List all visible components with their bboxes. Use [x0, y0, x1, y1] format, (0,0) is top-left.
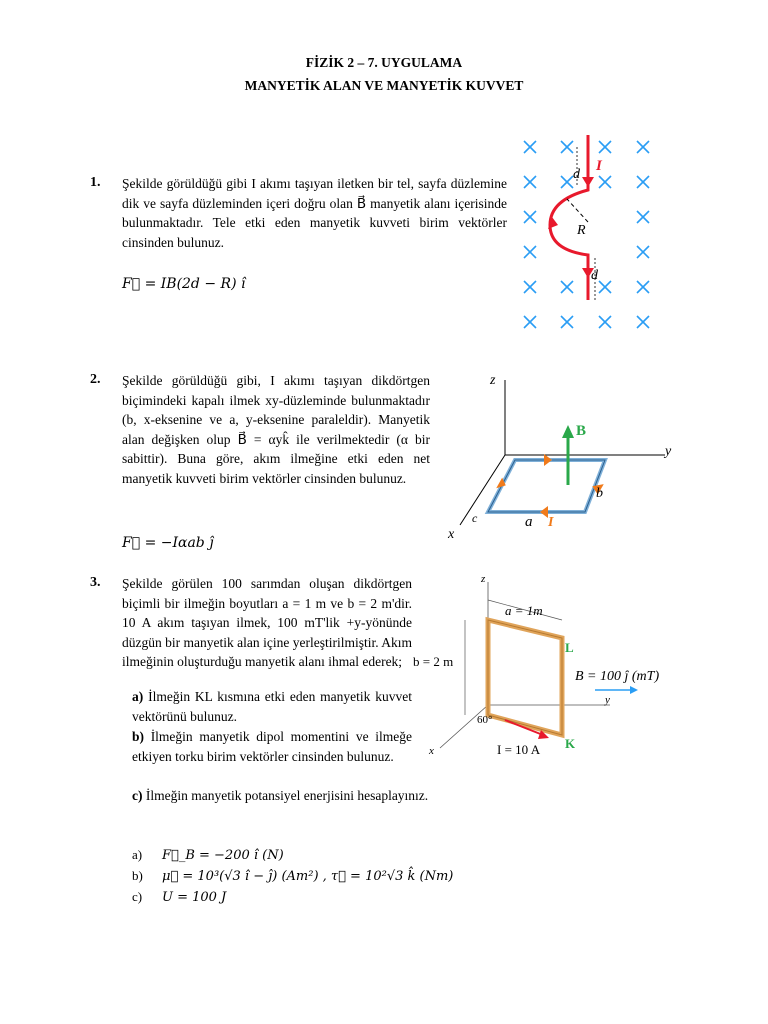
fig3-K-label: K	[565, 736, 576, 751]
problem-3-answers	[132, 845, 453, 908]
fig1-current-label: I	[596, 158, 602, 174]
problem-3-figure	[413, 570, 695, 765]
fig3-y-label: y	[605, 694, 610, 706]
part-b-label: b)	[132, 729, 145, 744]
fig2-a-label: a	[525, 514, 533, 530]
fig2-x-label: x	[448, 527, 455, 542]
problem-3-part-b	[132, 727, 412, 766]
problem-1-number: 1.	[90, 175, 101, 190]
fig2-current-label: I	[548, 515, 554, 530]
fig1-d-bottom-label: d	[591, 268, 598, 283]
problem-2-text: Şekilde görüldüğü gibi, I akımı taşıyan dikdörtgen biçimindeki kapalı ilmek xy-düzleminde bulunmaktadır (b, x-eksenine ve a, y-eksenine paraleldir). Manyetik alan değişken olup B⃗ = αyk̂ ile verilmektedir (α bir sabittir). Buna göre, akım ilmeğine etki eden net manyetik kuvveti birim vektörler cinsinden bulunuz.	[122, 373, 430, 486]
fig3-current-label: I = 10 A	[497, 742, 541, 757]
fig3-b-label: b = 2 m	[413, 654, 454, 669]
fig3-angle-label: 60°	[477, 714, 493, 726]
answer-c: c) U = 100 J	[132, 889, 227, 905]
wire	[550, 135, 588, 300]
problem-3-part-a	[132, 687, 412, 726]
fig2-z-label: z	[490, 373, 496, 388]
fig2-y-label: y	[665, 444, 672, 459]
problem-2-number: 2.	[90, 372, 101, 387]
problem-1-figure	[515, 135, 675, 335]
problem-3-text: Şekilde görülen 100 sarımdan oluşan dikdörtgen biçimli bir ilmeğin boyutları a = 1 m ve b = 2 m'dir. 10 A akım taşıyan ilmek, 100 mT'lik +y-yönünde düzgün bir manyetik alan içine yerleştirilmiştir. Akım ilmeğinin oluşturduğu manyetik alanı ihmal ederek;	[122, 576, 412, 669]
part-c-label: c)	[132, 788, 143, 803]
page-subtitle: MANYETİK ALAN VE MANYETİK KUVVET	[244, 78, 524, 93]
fig2-field-label: B⃗	[576, 423, 598, 439]
fig1-d-top-label: d	[573, 167, 580, 182]
fig1-radius-label: R	[577, 223, 586, 238]
fig2-c-label: c	[472, 511, 478, 525]
fig2-b-label: b	[596, 486, 603, 501]
answer-b: b) μ⃗ = 10³(√3 î − ĵ) (Am²) , τ⃗ = 10²√3 k̂ (Nm)	[132, 868, 454, 884]
part-b-text: İlmeğin manyetik dipol momentini ve ilmeğe etkiyen torku birim vektörler cinsinden bulunuz.	[132, 729, 412, 764]
problem-1-text: Şekilde görüldüğü gibi I akımı taşıyan iletken bir tel, sayfa düzlemine dik ve sayfa düzleminden içeri doğru olan B⃗ manyetik alanı içerisinde bulunmaktadır. Tele etki eden manyetik kuvveti birim vektörler cinsinden bulunuz.	[122, 176, 507, 250]
problem-1-answer: F⃗ = IB(2d − R) î	[122, 276, 246, 292]
answer-a: a) F⃗_B = −200 î (N)	[132, 847, 284, 863]
fig3-L-label: L	[565, 640, 574, 655]
fig3-field-label: B = 100 ĵ (mT)	[575, 669, 660, 684]
page-title: FİZİK 2 – 7. UYGULAMA	[305, 55, 463, 70]
fig3-a-label: a = 1m	[505, 603, 543, 618]
problem-2-answer: F⃗ = −Iαab ĵ	[122, 535, 214, 551]
problem-2-figure	[440, 370, 690, 545]
fig3-z-label: z	[481, 573, 486, 585]
part-c-text: İlmeğin manyetik potansiyel enerjisini hesaplayınız.	[145, 788, 429, 803]
part-a-label: a)	[132, 689, 144, 704]
problem-3-number: 3.	[90, 575, 101, 590]
problem-3-part-c	[132, 786, 512, 806]
part-a-text: İlmeğin KL kısmına etki eden manyetik kuvvet vektörünü bulunuz.	[132, 689, 412, 724]
fig3-x-label: x	[429, 745, 434, 757]
